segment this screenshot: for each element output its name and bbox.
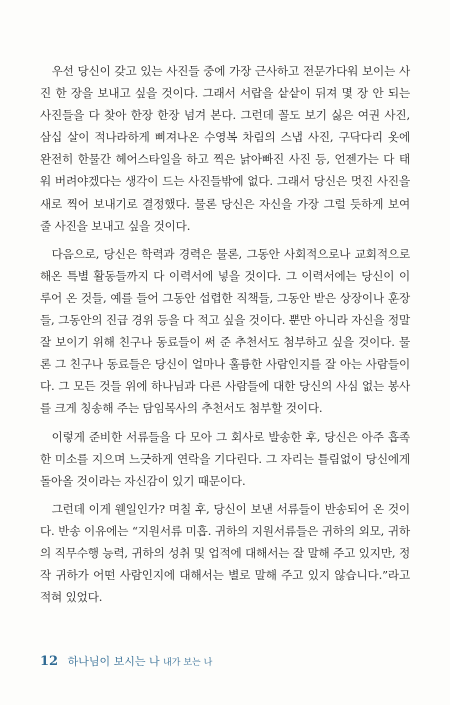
paragraph: 그런데 이게 웬일인가? 며칠 후, 당신이 보낸 서류들이 반송되어 온 것이다. 반송 이유에는 “지원서류 미흡. 귀하의 지원서류들은 귀하의 외모, 귀하의 직무수행 능력, 귀하의 성취 및 업적에 대해서는 잘 말해 주고 있지만, 정작 귀하가 어떤 사람인지에 대해서는 별로 말해 주고 있지 않습니다.”라고 적혀 있었다. — [40, 501, 410, 605]
running-title-sub: 내가 보는 나 — [163, 658, 213, 668]
body-text — [40, 60, 410, 614]
paragraph: 이렇게 준비한 서류들을 다 모아 그 회사로 발송한 후, 당신은 아주 흡족한 미소를 지으며 느긋하게 연락을 기다린다. 그 자리는 틀림없이 당신에게 돌아올 것이라는 자신감이 있기 때문이다. — [40, 429, 410, 488]
running-title: 하나님이 보시는 나 — [67, 655, 160, 668]
paragraph: 우선 당신이 갖고 있는 사진들 중에 가장 근사하고 전문가다워 보이는 사진 한 장을 보내고 싶을 것이다. 그래서 서랍을 샅샅이 뒤져 몇 장 안 되는 사진들을 다 찾아 한장 한장 넘겨 본다. 그런데 꼴도 보기 싫은 여권 사진, 삼십 살이 적나라하게 삐져나온 수영복 차림의 스냅 사진, 구닥다리 옷에 완전히 한물간 헤어스타일을 하고 찍은 낡아빠진 사진 등, 언젠가는 다 태워 버려야겠다는 생각이 드는 사진들밖에 없다. 그래서 당신은 멋진 사진을 새로 찍어 보내기로 결정했다. 물론 당신은 자신을 가장 그럴 듯하게 보여 줄 사진을 보내고 싶을 것이다. — [40, 64, 410, 233]
page-number: 12 — [40, 654, 59, 669]
paragraph: 다음으로, 당신은 학력과 경력은 물론, 그동안 사회적으로나 교회적으로 해온 특별 활동들까지 다 이력서에 넣을 것이다. 그 이력서에는 당신이 이루어 온 것들, 예를 들어 그동안 섭렵한 직책들, 그동안 받은 상장이나 훈장들, 그동안의 진급 경위 등을 다 적고 싶을 것이다. 뿐만 아니라 자신을 정말 잘 보이기 위해 친구나 동료들이 써 준 추천서도 첨부하고 싶을 것이다. 물론 그 친구나 동료들은 당신이 얼마나 훌륭한 사람인지를 잘 아는 사람들이다. 그 모든 것들 위에 하나님과 다른 사람들에 대한 당신의 사심 없는 봉사를 크게 칭송해 주는 담임목사의 추천서도 첨부할 것이다. — [40, 246, 410, 416]
page-footer — [40, 654, 410, 671]
